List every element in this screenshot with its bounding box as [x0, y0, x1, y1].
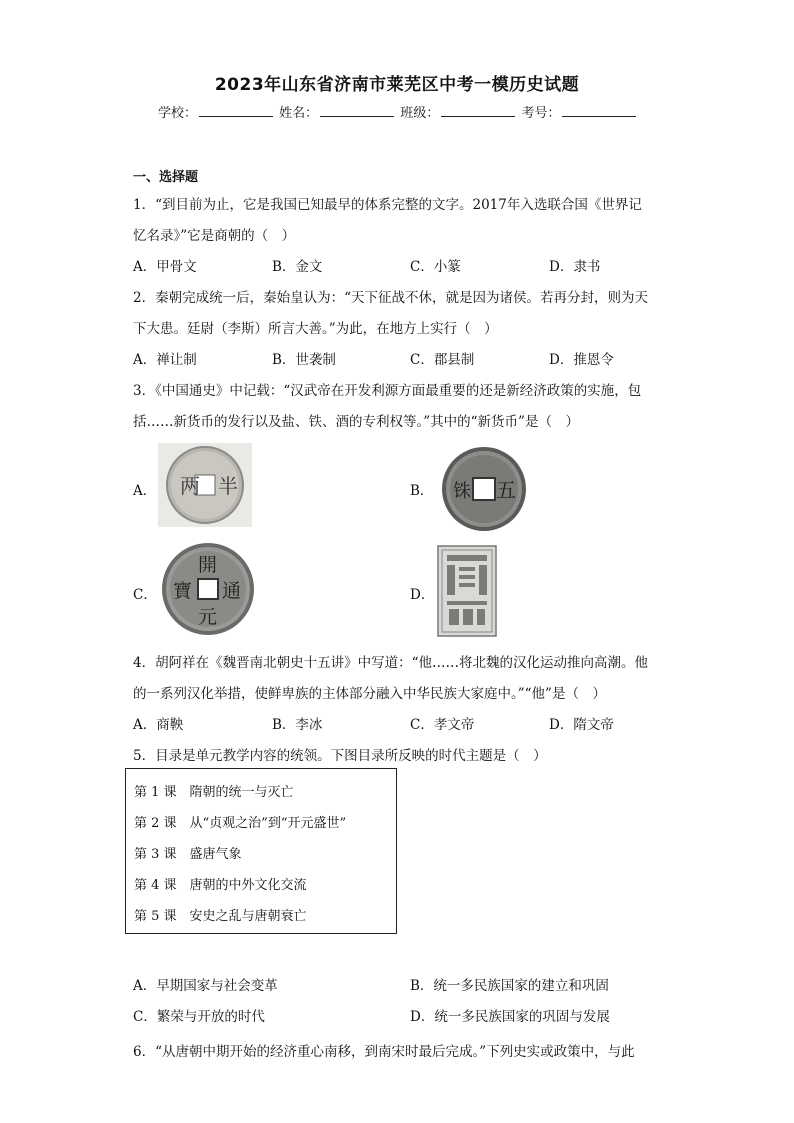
toc-item-4: 第 4 课 唐朝的中外文化交流 — [134, 878, 307, 893]
toc-item-5: 第 5 课 安史之乱与唐朝衰亡 — [134, 909, 307, 924]
exam-no-label: 考号： — [521, 106, 561, 121]
q4-option-a[interactable]: A．商鞅 — [133, 717, 184, 733]
coin-kaiyuan-tongbao-image[interactable] — [160, 541, 256, 637]
coin-banliang-image[interactable] — [158, 443, 252, 527]
q4-option-c[interactable]: C．孝文帝 — [410, 717, 475, 733]
q5-option-a[interactable]: A．早期国家与社会变革 — [133, 978, 278, 994]
toc-item-3: 第 3 课 盛唐气象 — [134, 847, 242, 862]
q4-option-b[interactable]: B．李冰 — [272, 717, 323, 733]
name-label: 姓名： — [279, 106, 319, 121]
student-info-row — [158, 102, 638, 121]
q2-stem-line1: 2．秦朝完成统一后，秦始皇认为：“天下征战不休，就是因为诸侯。若再分封，则为天 — [133, 290, 648, 306]
q1-option-c[interactable]: C．小篆 — [410, 259, 461, 275]
toc-item-1: 第 1 课 隋朝的统一与灭亡 — [134, 785, 294, 800]
q3-option-a[interactable]: A． — [133, 483, 157, 499]
coin-c-char-bottom: 元 — [198, 606, 218, 628]
q5-option-b[interactable]: B．统一多民族国家的建立和巩固 — [410, 978, 609, 994]
table-of-contents-box — [125, 768, 397, 934]
coin-a-char-left: 两 — [180, 474, 200, 498]
q1-option-a[interactable]: A．甲骨文 — [133, 259, 197, 275]
q5-option-d[interactable]: D．统一多民族国家的巩固与发展 — [410, 1009, 610, 1025]
q3-stem-line2: 括……新货币的发行以及盐、铁、酒的专利权等。”其中的“新货币”是（ ） — [133, 414, 579, 430]
q2-stem-line2: 下大患。廷尉（李斯）所言大善。”为此，在地方上实行（ ） — [133, 321, 498, 337]
coin-b-char-left: 铢 — [453, 481, 471, 502]
q3-option-c[interactable]: C． — [133, 587, 157, 603]
school-label: 学校： — [158, 106, 198, 121]
q4-stem-line1: 4．胡阿祥在《魏晋南北朝史十五讲》中写道：“他……将北魏的汉化运动推向高潮。他 — [133, 655, 648, 671]
coin-b-char-right: 五 — [496, 478, 516, 502]
q1-option-d[interactable]: D．隶书 — [549, 259, 601, 275]
q4-stem-line2: 的一系列汉化举措，使鲜卑族的主体部分融入中华民族大家庭中。”“他”是（ ） — [133, 686, 606, 702]
school-blank[interactable] — [199, 104, 273, 117]
q5-option-c[interactable]: C．繁荣与开放的时代 — [133, 1009, 265, 1025]
class-label: 班级： — [400, 106, 440, 121]
q2-option-b[interactable]: B．世袭制 — [272, 352, 336, 368]
toc-item-2: 第 2 课 从“贞观之治”到“开元盛世” — [134, 816, 347, 831]
coin-c-char-top: 開 — [198, 554, 218, 576]
q1-stem-line1: 1．“到目前为止，它是我国已知最早的体系完整的文字。2017年入选联合国《世界记 — [133, 197, 642, 213]
coin-c-char-right: 通 — [222, 580, 242, 602]
page-title: 2023年山东省济南市莱芜区中考一模历史试题 — [214, 75, 580, 95]
class-blank[interactable] — [441, 104, 515, 117]
q2-option-c[interactable]: C．郡县制 — [410, 352, 475, 368]
q2-option-a[interactable]: A．禅让制 — [133, 352, 197, 368]
coin-c-char-left: 寶 — [173, 580, 193, 602]
section-title: 一、选择题 — [133, 170, 199, 185]
coin-wuzhu-image[interactable] — [436, 444, 532, 534]
q1-option-b[interactable]: B．金文 — [272, 259, 323, 275]
q3-stem-line1: 3．《中国通史》中记载：“汉武帝在开发利源方面最重要的还是新经济政策的实施，包 — [133, 383, 642, 399]
coin-a-char-right: 半 — [218, 474, 238, 498]
q1-stem-line2: 忆名录》”它是商朝的（ ） — [133, 228, 296, 244]
exam-no-blank[interactable] — [562, 104, 636, 117]
q3-option-b[interactable]: B． — [410, 483, 434, 499]
q2-option-d[interactable]: D．推恩令 — [549, 352, 614, 368]
q6-stem-line1: 6．“从唐朝中期开始的经济重心南移，到南宋时最后完成。”下列史实或政策中，与此 — [133, 1044, 635, 1060]
q3-option-d[interactable]: D． — [410, 587, 435, 603]
q4-option-d[interactable]: D．隋文帝 — [549, 717, 614, 733]
paper-banknote-image[interactable] — [437, 545, 497, 637]
name-blank[interactable] — [320, 104, 394, 117]
q5-stem-line1: 5．目录是单元教学内容的统领。下图目录所反映的时代主题是（ ） — [133, 748, 547, 764]
